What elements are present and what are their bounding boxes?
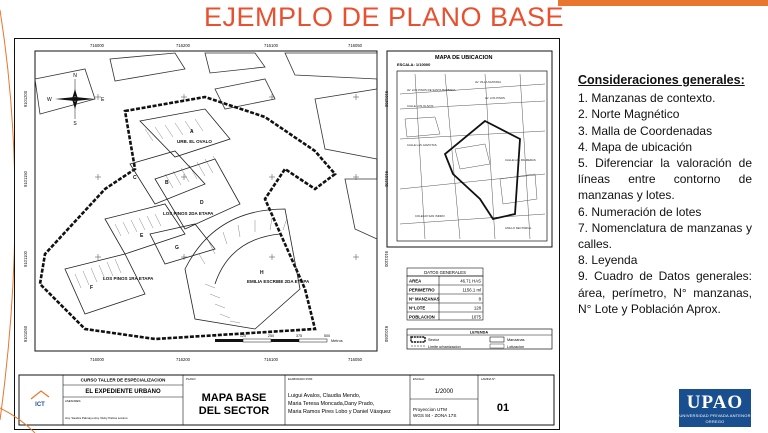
corner-decoration bbox=[0, 373, 60, 433]
svg-text:46.71 HAS: 46.71 HAS bbox=[460, 278, 481, 284]
block-name-uriel: URB. EL OVALO bbox=[177, 139, 212, 144]
svg-text:Metros: Metros bbox=[331, 339, 343, 343]
svg-text:CALLE LOS OLIVOS: CALLE LOS OLIVOS bbox=[407, 104, 434, 108]
coord-right-1: 9101150 bbox=[384, 171, 389, 187]
svg-text:ASESORES:: ASESORES: bbox=[65, 399, 82, 403]
svg-text:COLEGIO SAN ISIDRO: COLEGIO SAN ISIDRO bbox=[415, 214, 445, 218]
svg-text:Maria Teresa Moncada,Dany Prad: Maria Teresa Moncada,Dany Prado, bbox=[288, 401, 375, 407]
svg-text:N° MANZANAS: N° MANZANAS bbox=[409, 296, 440, 302]
svg-text:N°LOTE: N°LOTE bbox=[409, 305, 426, 311]
block-uriel bbox=[140, 109, 230, 157]
svg-text:Manzanas: Manzanas bbox=[507, 338, 525, 342]
svg-text:1156.1 ml: 1156.1 ml bbox=[462, 287, 481, 293]
coord-top-3: 716050 bbox=[348, 43, 362, 48]
svg-text:500: 500 bbox=[323, 334, 331, 338]
consideration-item: 5. Diferenciar la valoración de líneas entre contorno de manzanas y lotes. bbox=[578, 156, 752, 203]
svg-text:AV. VILLA SANTANA: AV. VILLA SANTANA bbox=[475, 80, 502, 84]
svg-text:W: W bbox=[47, 97, 52, 103]
upao-logo-name: UPAO bbox=[686, 392, 744, 413]
coord-top-1: 716200 bbox=[176, 43, 190, 48]
north-arrow-icon bbox=[47, 73, 105, 127]
svg-text:375: 375 bbox=[295, 334, 303, 338]
consideration-item: 9. Cuadro de Datos generales: área, perímetro, N° manzanas, N° Lote y Población Aprox. bbox=[578, 269, 752, 316]
coord-left-0: 9101200 bbox=[23, 90, 28, 108]
svg-text:AREA: AREA bbox=[409, 278, 422, 284]
svg-text:CALLE LAS PALMERAS: CALLE LAS PALMERAS bbox=[505, 158, 536, 162]
consideration-item: 3. Malla de Coordenadas bbox=[578, 123, 713, 138]
slide-title: EJEMPLO DE PLANO BASE bbox=[203, 2, 565, 32]
block-name-emilio: EMILIA ESCRIBE 2DA ETAPA bbox=[247, 279, 310, 284]
svg-text:POBLACION: POBLACION bbox=[409, 314, 435, 320]
consideration-item: 1. Manzanas de contexto. bbox=[578, 91, 716, 106]
block-pinos1 bbox=[65, 254, 145, 314]
svg-text:A: A bbox=[190, 129, 194, 135]
upao-logo-tagline: UNIVERSIDAD PRIVADA ANTENOR ORREGO bbox=[679, 413, 751, 424]
block-pinos2 bbox=[155, 159, 240, 229]
svg-text:CURSO TALLER DE ESPECIALIZACIO: CURSO TALLER DE ESPECIALIZACION bbox=[80, 377, 166, 383]
svg-text:1075: 1075 bbox=[471, 314, 481, 320]
svg-text:F: F bbox=[90, 285, 94, 291]
svg-text:Arq. Sandra Palmayo Arq. Ru: Arq. Sandra Palmayo Arq. Ruby Palma Lozano bbox=[65, 416, 128, 420]
svg-text:CALLE LAS GAVIOTAS: CALLE LAS GAVIOTAS bbox=[407, 143, 437, 147]
svg-text:Limite urbanizacion: Limite urbanizacion bbox=[428, 345, 461, 349]
svg-text:ESCALA:: ESCALA: bbox=[413, 377, 425, 381]
svg-text:125: 125 bbox=[239, 334, 247, 338]
svg-text:AV. LOS PINOS DE SANTA BARBARA: AV. LOS PINOS DE SANTA BARBARA bbox=[407, 88, 456, 92]
svg-text:ICT: ICT bbox=[35, 402, 45, 408]
svg-text:ANILLO SECTORIAL: ANILLO SECTORIAL bbox=[505, 226, 532, 230]
svg-text:01: 01 bbox=[496, 402, 510, 414]
coords-bottom bbox=[90, 357, 363, 362]
coords-top bbox=[90, 43, 363, 48]
svg-text:D: D bbox=[200, 200, 204, 206]
svg-text:250: 250 bbox=[267, 334, 275, 338]
block-emilio bbox=[185, 209, 300, 329]
block-name-pinos1: LOS PINOS 1RA ETAPA bbox=[103, 276, 154, 281]
coord-right-0: 9101200 bbox=[384, 90, 389, 108]
svg-text:0: 0 bbox=[213, 334, 217, 338]
svg-text:B: B bbox=[165, 180, 169, 186]
coord-bottom-2: 716100 bbox=[264, 357, 278, 362]
considerations-title: Consideraciones generales: bbox=[578, 73, 745, 87]
coord-bottom-3: 716050 bbox=[348, 357, 362, 362]
svg-text:EL EXPEDIENTE URBANO: EL EXPEDIENTE URBANO bbox=[85, 389, 161, 395]
plan-sheet bbox=[14, 38, 560, 430]
legend bbox=[407, 329, 552, 349]
svg-text:G: G bbox=[175, 245, 179, 251]
coord-left-1: 9101150 bbox=[23, 171, 28, 187]
upao-logo bbox=[679, 389, 751, 427]
svg-text:H: H bbox=[260, 270, 264, 276]
coord-bottom-0: 716000 bbox=[90, 357, 104, 362]
svg-text:C: C bbox=[133, 175, 137, 181]
svg-text:Lotizacion: Lotizacion bbox=[507, 345, 525, 349]
svg-text:Sector: Sector bbox=[428, 338, 439, 342]
svg-text:ELABORADO POR:: ELABORADO POR: bbox=[288, 377, 314, 381]
scale-bar bbox=[214, 334, 343, 343]
svg-text:LAMINA N°:: LAMINA N°: bbox=[481, 377, 496, 381]
considerations-panel bbox=[578, 72, 752, 317]
consideration-item: 7. Nomenclatura de manzanas y calles. bbox=[578, 220, 752, 252]
coord-right-2: 9101100 bbox=[384, 251, 389, 267]
svg-text:E: E bbox=[140, 233, 144, 239]
svg-text:MAPA BASE: MAPA BASE bbox=[201, 392, 267, 404]
lot-lines bbox=[75, 119, 287, 323]
coord-left-3: 9101050 bbox=[23, 325, 28, 343]
coords-left bbox=[23, 90, 28, 342]
svg-text:8: 8 bbox=[478, 296, 481, 302]
svg-text:WGS 84 - ZONA 17S: WGS 84 - ZONA 17S bbox=[413, 413, 457, 418]
coord-top-0: 716000 bbox=[90, 43, 104, 48]
consideration-item: 6. Numeración de lotes bbox=[578, 204, 702, 219]
svg-text:Proyeccion UTM: Proyeccion UTM bbox=[413, 407, 447, 412]
svg-text:E: E bbox=[101, 97, 105, 103]
svg-text:ESCALA: 1/10000: ESCALA: 1/10000 bbox=[397, 62, 431, 67]
svg-text:Maria Ramos Pires Lobo y Danie: Maria Ramos Pires Lobo y Daniel Vásquez bbox=[288, 409, 391, 415]
svg-text:MAPA DE UBICACION: MAPA DE UBICACION bbox=[435, 55, 493, 61]
title-block bbox=[19, 375, 554, 425]
svg-text:LEYENDA: LEYENDA bbox=[469, 330, 489, 335]
svg-text:N: N bbox=[73, 73, 77, 79]
svg-text:S: S bbox=[73, 121, 77, 127]
svg-text:PERIMETRO: PERIMETRO bbox=[409, 287, 435, 293]
consideration-item: 2. Norte Magnético bbox=[578, 107, 680, 122]
plan-drawing bbox=[15, 39, 558, 428]
svg-text:128: 128 bbox=[473, 305, 481, 311]
block-name-pinos2: LOS PINOS 2DA ETAPA bbox=[163, 211, 214, 216]
data-table bbox=[407, 268, 483, 320]
coord-right-3: 9101050 bbox=[384, 325, 389, 343]
svg-text:Luigui Avalos, Claudia Mendo,: Luigui Avalos, Claudia Mendo, bbox=[288, 393, 361, 399]
svg-text:1/2000: 1/2000 bbox=[434, 389, 454, 395]
consideration-item: 8. Leyenda bbox=[578, 253, 638, 268]
svg-text:DEL SECTOR: DEL SECTOR bbox=[198, 405, 270, 417]
consideration-item: 4. Mapa de ubicación bbox=[578, 139, 693, 154]
coord-left-2: 9101100 bbox=[23, 251, 28, 267]
considerations-list bbox=[578, 90, 752, 317]
sector-boundary bbox=[40, 97, 335, 339]
coord-bottom-1: 716200 bbox=[176, 357, 190, 362]
svg-text:DATOS GENERALES: DATOS GENERALES bbox=[424, 270, 466, 275]
location-map bbox=[387, 51, 552, 247]
svg-text:PLANO:: PLANO: bbox=[186, 377, 197, 381]
svg-text:AV. LOS PINOS: AV. LOS PINOS bbox=[485, 96, 505, 100]
coord-top-2: 716100 bbox=[264, 43, 278, 48]
